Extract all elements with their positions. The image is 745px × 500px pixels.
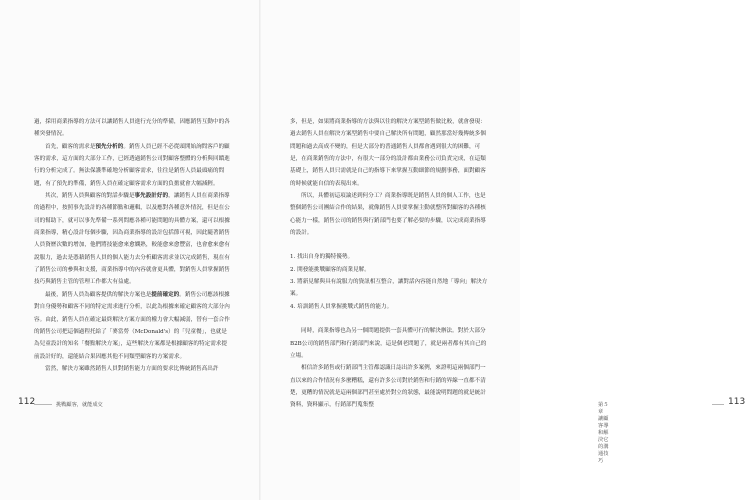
emphasis-text: 預先分析的 [95, 143, 124, 150]
right-paragraph [290, 116, 490, 190]
left-paragraph [34, 289, 232, 363]
body-text: 過，採用商業指導的方法可以讓銷售人員進行充分的準備，因應銷售互動中的各種突發情況。 [34, 119, 230, 138]
body-text: 所以，具體初這項論述到何分工？商業指導既是銷售人員的個人工作，也是整個銷售公司團結合作的結果，就像銷售人員要掌握主動就整所對顧客的各種核心能力一樣，銷售公司的銷售與行銷部門也要了解必要的步驟，以完成商業指導的設計。 [290, 193, 486, 237]
right-page-body [290, 116, 490, 412]
left-page-number: 112 [18, 397, 36, 407]
emphasis-text: 事先設計好的 [134, 193, 169, 200]
right-paragraph [290, 325, 490, 362]
list-item: 4. 培訓銷售人員掌握挑戰式銷售的能力。 [290, 303, 393, 310]
right-paragraph [290, 362, 490, 411]
list-item: 1. 找出自身的獨特優勢。 [290, 254, 354, 261]
right-footer-rule [712, 404, 724, 405]
body-text: 當然，解決方案雖然銷售人員對銷售能力方面的要求比傳統銷售高出許 [45, 365, 219, 372]
steps-list [290, 251, 490, 313]
emphasis-text: 提前確定的 [151, 291, 180, 298]
body-text: 多，但是，如果將商業指導的方法與以往的解決方案型銷售做比較，就會發現：過去銷售人員在解決方案型銷售中要自己解決所有問題，顧然那當好幾傳統多個問題和過去高成不變的，但是大部分的普通銷售人員都會遇到很大的困難，可是，在商業銷售的方法中，有很大一部分的設計都由業務公司負責完成，在這類基礎上，銷售人員只需就是自己的指導下來掌握互動細節的規劃事務，面對顧客的時候就能自信的表現出來。 [290, 119, 486, 187]
right-paragraph [290, 190, 490, 239]
left-running-title: 挑戰顧客，就能成交 [56, 402, 103, 408]
body-text: 。銷售公司應該根據對自身優勢和顧客不同的特定需求進行分析，以此為根據來確定顧客的大部分內容。由此，銷售人員在確定最終解決方案方面的權力會大幅減弱，替有一套合作的銷售公司把這個過程托給了「麥當勞（McDonald's）的「兒童餐」，也就是為兒童設計的知名「餐點解決方案」，這些解決方案都是根據顧客的特定需求提前設計好的，還能結合果因應其他不同類型顧客的方案需求。 [34, 291, 230, 360]
list-item: 2. 開發能挑戰顧客的商業見解。 [290, 266, 370, 273]
body-text: 最後，銷售人員為顧客提供的解決方案也是 [45, 291, 152, 298]
body-text: 其次，銷售人員與顧客的對話步驟是 [45, 193, 135, 200]
left-paragraph [34, 190, 232, 289]
left-footer-rule [34, 404, 52, 405]
right-page-number: 113 [728, 397, 745, 407]
body-text: ，讓銷售人員在商業指導的過程中，按照事先設計的各種節點和邏輯，以及應對各種意外情況，但是在公司的幫助下，就可以事先準備一系列問應各種可能問題的具體方案，還可以根據商業指導，精心設計每個步驟，因為商業指導的設計包括節可視，因此隨著銷售人員資歷次數的增加，他們將技能愈來愈嫻熟，較能愈來愈豐富，也會愈來愈有說服力，過去是憑藉銷售人員的個人能力去分析顧客需求並以完成銷售，現在有了銷售公司的參與和支援，商業指導中的內容就會更具體，對銷售人員掌握銷售技巧與銷售主管的管理工作都大有益處。 [34, 193, 230, 286]
left-paragraph [34, 363, 232, 375]
left-paragraph [34, 116, 232, 141]
left-page-body [34, 116, 232, 375]
body-text: 同時，商業指導也為另一個問題提供一套具體可行的解決辦法。對於大部分B2B公司的銷售部門和行銷部門來說，這是個老問題了，就是兩者都有其自己的立場。 [290, 328, 487, 359]
right-running-title: 第５章 讓顧客導和解決它的溝通技巧 [598, 402, 609, 464]
body-text: 相信許多銷售或行銷部門主管都認識日誌出許多案例，來證明這兩個部門一直以來的合作情況有多麼糟糕，還有許多公司對於銷售和行銷的界線一直都不清楚，更糟的情況就是這兩個部門甚至處於對立的狀態，最能說明問題的就是統計資料，資料顯示，行銷部門蒐集整 [290, 365, 486, 409]
left-page [0, 0, 260, 500]
body-text: 。銷售人員已經不必從頭開始詢問客戶的顧客的需求，這方面的大部分工作，已經透過銷售公司對顧客整體的分析與回饋進行的分析完成了。無法保護準確地分析顧客需求，往往是銷售人員最頭痛的問題，有了預先的準備，銷售人員在確定顧客需求方面的負擔就會大幅減輕。 [34, 143, 230, 187]
body-text: 首先，顧客的需求是 [45, 143, 96, 150]
left-paragraph [34, 141, 232, 190]
list-item: 3. 將新見解與具有說服力的資訊相互整合，讓對話內容能自然地「導向」解決方案。 [290, 279, 488, 298]
